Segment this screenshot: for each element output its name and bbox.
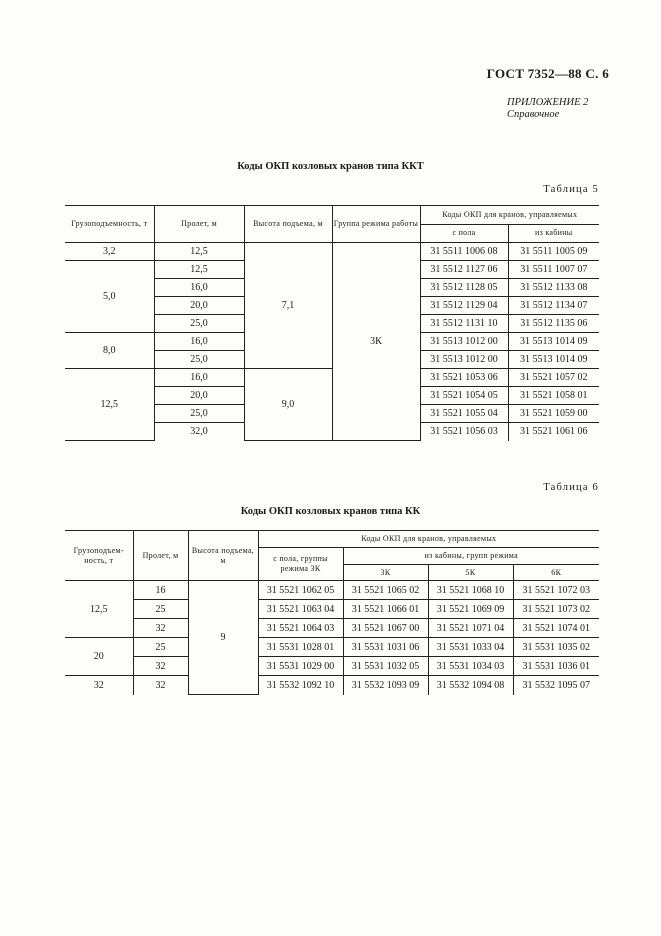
t6-floor-code: 31 5521 1062 05 — [258, 581, 343, 600]
t6-6k-code: 31 5532 1095 07 — [513, 676, 599, 695]
t6-3k-code: 31 5521 1067 00 — [343, 619, 428, 638]
t5-header-cabin: из кабины — [508, 224, 599, 243]
t5-span: 16,0 — [154, 369, 244, 387]
t5-span: 25,0 — [154, 405, 244, 423]
t5-capacity: 12,5 — [65, 369, 154, 441]
t5-cabin-code: 31 5512 1134 07 — [508, 297, 599, 315]
t5-cabin-code: 31 5521 1057 02 — [508, 369, 599, 387]
t6-5k-code: 31 5521 1071 04 — [428, 619, 513, 638]
t5-cabin-code: 31 5521 1059 00 — [508, 405, 599, 423]
t5-cabin-code: 31 5513 1014 09 — [508, 333, 599, 351]
t6-floor-code: 31 5532 1092 10 — [258, 676, 343, 695]
t5-floor-code: 31 5512 1129 04 — [420, 297, 508, 315]
t5-capacity: 3,2 — [65, 243, 154, 261]
t6-3k-code: 31 5532 1093 09 — [343, 676, 428, 695]
t6-floor-code: 31 5531 1028 01 — [258, 638, 343, 657]
t5-header-height: Высота подъема, м — [244, 206, 332, 243]
t5-cabin-code: 31 5521 1058 01 — [508, 387, 599, 405]
t6-header-cabin: из кабины, групп режима — [343, 548, 599, 565]
table-row — [65, 581, 599, 600]
t6-floor-code: 31 5521 1064 03 — [258, 619, 343, 638]
t5-cabin-code: 31 5511 1005 09 — [508, 243, 599, 261]
table6 — [65, 530, 599, 695]
t5-floor-code: 31 5521 1056 03 — [420, 423, 508, 441]
t6-header-5k: 5К — [428, 565, 513, 581]
t5-floor-code: 31 5513 1012 00 — [420, 351, 508, 369]
t6-6k-code: 31 5531 1035 02 — [513, 638, 599, 657]
t5-floor-code: 31 5521 1054 05 — [420, 387, 508, 405]
appendix-type: Справочное — [507, 109, 560, 120]
t5-span: 16,0 — [154, 333, 244, 351]
table-row — [65, 657, 599, 676]
t6-header-height: Высота подъема, м — [188, 531, 258, 581]
table6-title: Коды ОКП козловых кранов типа КК — [240, 506, 421, 517]
table-row — [65, 619, 599, 638]
appendix-block — [507, 97, 588, 121]
t6-header-floor: с пола, группы режима 3К — [258, 548, 343, 581]
table6-label: Таблица 6 — [543, 482, 599, 493]
t6-span: 32 — [133, 657, 188, 676]
t5-floor-code: 31 5521 1055 04 — [420, 405, 508, 423]
t5-floor-code: 31 5513 1012 00 — [420, 333, 508, 351]
t5-span: 12,5 — [154, 261, 244, 279]
t5-span: 25,0 — [154, 351, 244, 369]
page-header: ГОСТ 7352—88 С. 6 — [486, 66, 609, 81]
table-row — [65, 243, 599, 261]
t5-capacity: 8,0 — [65, 333, 154, 369]
table5-title: Коды ОКП козловых кранов типа ККТ — [237, 161, 424, 172]
t5-span: 32,0 — [154, 423, 244, 441]
t5-span: 20,0 — [154, 387, 244, 405]
t6-capacity: 32 — [65, 676, 133, 695]
table5-label: Таблица 5 — [543, 184, 599, 195]
t5-floor-code: 31 5512 1127 06 — [420, 261, 508, 279]
t6-3k-code: 31 5521 1066 01 — [343, 600, 428, 619]
t6-6k-code: 31 5521 1074 01 — [513, 619, 599, 638]
t6-span: 32 — [133, 619, 188, 638]
appendix-label: ПРИЛОЖЕНИЕ 2 — [507, 97, 589, 108]
t5-floor-code: 31 5512 1128 05 — [420, 279, 508, 297]
t6-6k-code: 31 5521 1073 02 — [513, 600, 599, 619]
t5-span: 20,0 — [154, 297, 244, 315]
t5-header-floor: с пола — [420, 224, 508, 243]
t6-floor-code: 31 5521 1063 04 — [258, 600, 343, 619]
t6-6k-code: 31 5531 1036 01 — [513, 657, 599, 676]
t6-3k-code: 31 5521 1065 02 — [343, 581, 428, 600]
t6-header-6k: 6К — [513, 565, 599, 581]
t6-3k-code: 31 5531 1032 05 — [343, 657, 428, 676]
t6-span: 25 — [133, 638, 188, 657]
t5-capacity: 5,0 — [65, 261, 154, 333]
t6-capacity: 12,5 — [65, 581, 133, 638]
t5-header-group: Группа режима работы — [332, 206, 420, 243]
table-row — [65, 600, 599, 619]
t5-height: 9,0 — [244, 369, 332, 441]
t6-5k-code: 31 5521 1068 10 — [428, 581, 513, 600]
t6-floor-code: 31 5531 1029 00 — [258, 657, 343, 676]
t5-height: 7,1 — [244, 243, 332, 369]
t6-6k-code: 31 5521 1072 03 — [513, 581, 599, 600]
t5-header-span: Пролет, м — [154, 206, 244, 243]
t6-5k-code: 31 5521 1069 09 — [428, 600, 513, 619]
t6-capacity: 20 — [65, 638, 133, 676]
t5-header-capacity: Грузоподъемность, т — [65, 206, 154, 243]
t6-header-span: Пролет, м — [133, 531, 188, 581]
t6-5k-code: 31 5531 1033 04 — [428, 638, 513, 657]
t5-cabin-code: 31 5512 1133 08 — [508, 279, 599, 297]
t6-height: 9 — [188, 581, 258, 695]
t5-span: 25,0 — [154, 315, 244, 333]
t5-floor-code: 31 5511 1006 08 — [420, 243, 508, 261]
t5-floor-code: 31 5512 1131 10 — [420, 315, 508, 333]
t5-cabin-code: 31 5511 1007 07 — [508, 261, 599, 279]
t6-span: 25 — [133, 600, 188, 619]
t6-5k-code: 31 5531 1034 03 — [428, 657, 513, 676]
table-row — [65, 638, 599, 657]
t6-5k-code: 31 5532 1094 08 — [428, 676, 513, 695]
t6-span: 16 — [133, 581, 188, 600]
t5-header-codes: Коды ОКП для кранов, управляемых — [420, 206, 599, 225]
t5-group: 3К — [332, 243, 420, 441]
t6-header-codes: Коды ОКП для кранов, управляемых — [258, 531, 599, 548]
t5-floor-code: 31 5521 1053 06 — [420, 369, 508, 387]
t6-header-capacity: Грузоподъем-ность, т — [65, 531, 133, 581]
t6-3k-code: 31 5531 1031 06 — [343, 638, 428, 657]
table-row — [65, 676, 599, 695]
t6-span: 32 — [133, 676, 188, 695]
table5 — [65, 205, 599, 441]
t5-cabin-code: 31 5513 1014 09 — [508, 351, 599, 369]
t6-header-3k: 3К — [343, 565, 428, 581]
t5-cabin-code: 31 5521 1061 06 — [508, 423, 599, 441]
t5-span: 16,0 — [154, 279, 244, 297]
t5-span: 12,5 — [154, 243, 244, 261]
t5-cabin-code: 31 5512 1135 06 — [508, 315, 599, 333]
